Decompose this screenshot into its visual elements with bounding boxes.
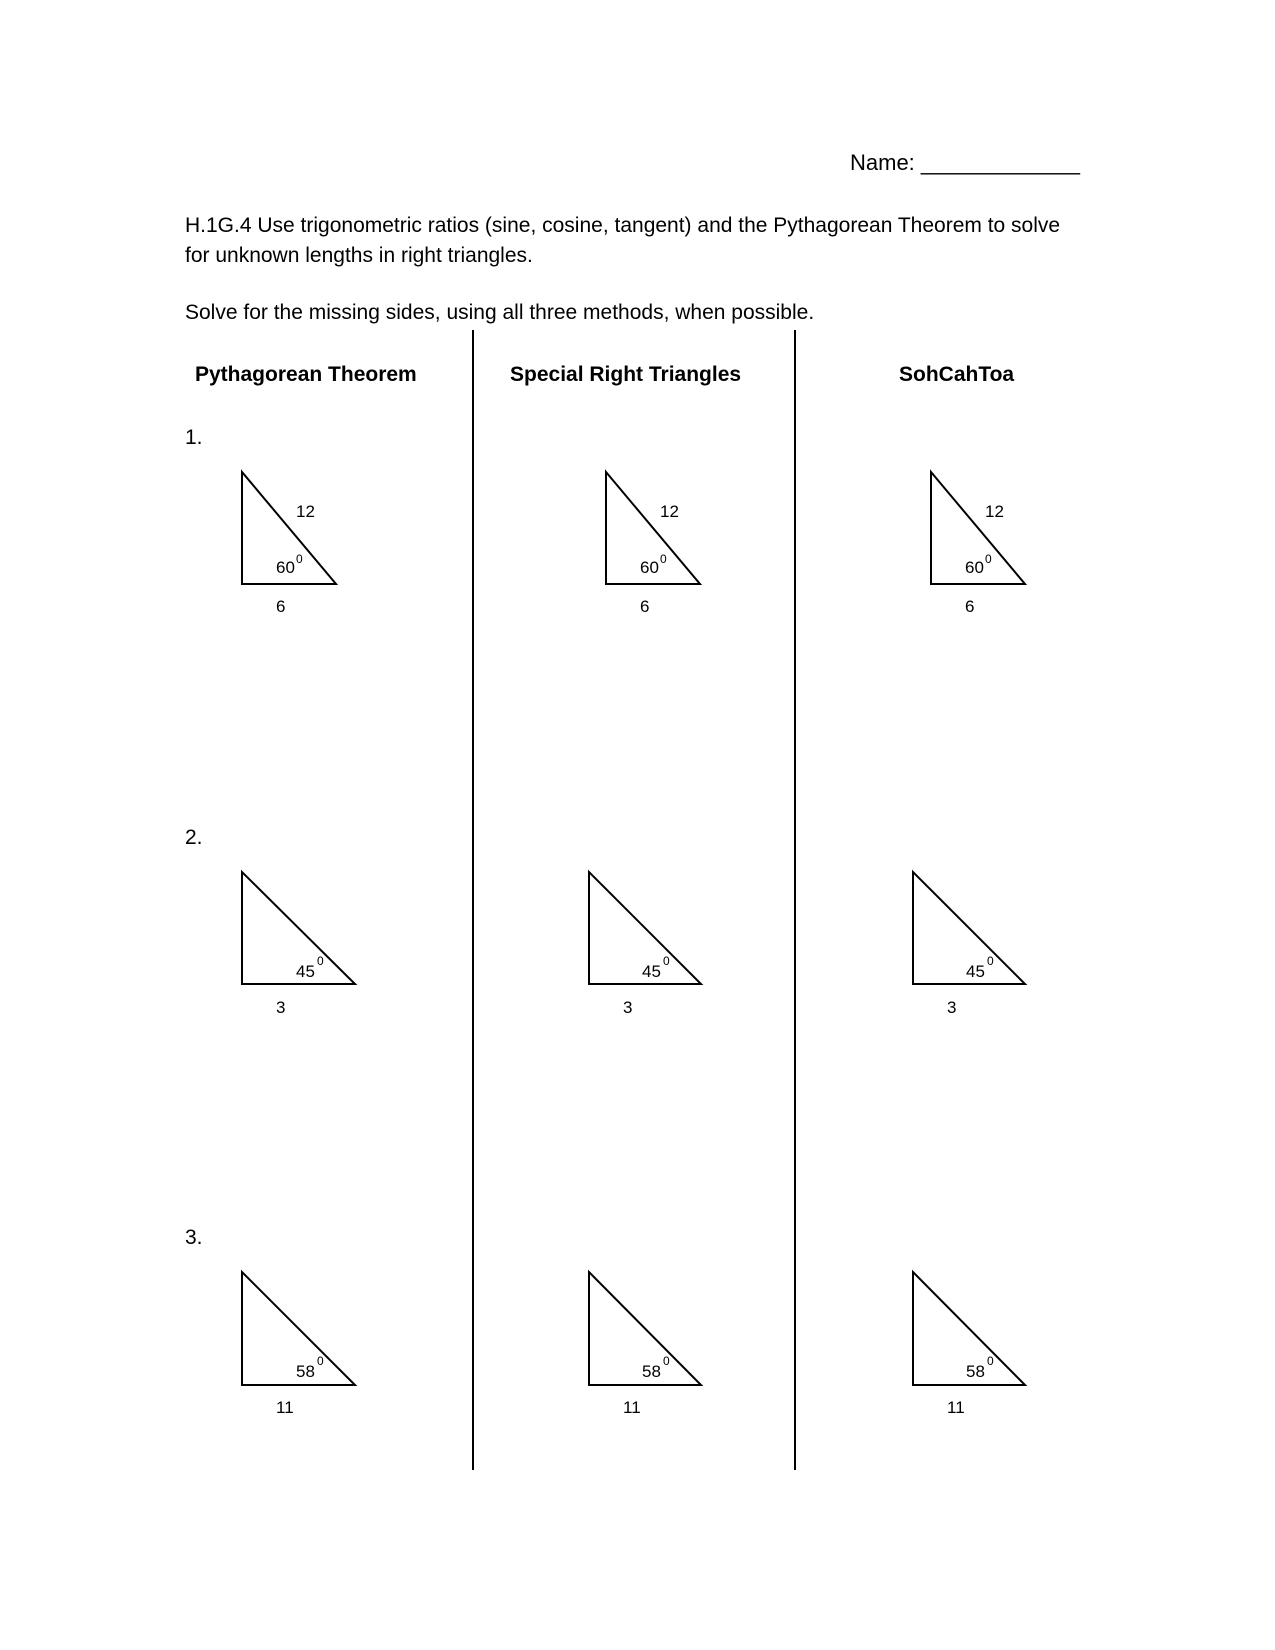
hypotenuse-label: 12 bbox=[985, 502, 1004, 521]
base-label: 11 bbox=[276, 1398, 294, 1417]
problem-1-sohcahtoa-triangle bbox=[931, 472, 1025, 616]
degree-mark: 0 bbox=[663, 1354, 670, 1368]
problem-2-special-triangle bbox=[589, 872, 701, 1017]
degree-mark: 0 bbox=[987, 954, 994, 968]
angle-label: 45 bbox=[966, 962, 985, 981]
column-header-sohcahtoa: SohCahToa bbox=[899, 363, 1015, 386]
base-label: 3 bbox=[947, 998, 957, 1017]
name-field-label: Name: _____________ bbox=[850, 150, 1080, 175]
degree-mark: 0 bbox=[987, 1354, 994, 1368]
base-label: 11 bbox=[623, 1398, 641, 1417]
standard-statement: H.1G.4 Use trigonometric ratios (sine, cosine, tangent) and the Pythagorean Theorem to solve for unknown lengths in right triangles. bbox=[185, 214, 1061, 267]
base-label: 11 bbox=[947, 1398, 965, 1417]
degree-mark: 0 bbox=[317, 954, 324, 968]
problem-3-pythagorean-triangle bbox=[242, 1272, 355, 1417]
column-header-pythagorean: Pythagorean Theorem bbox=[195, 363, 417, 386]
problem-number-1: 1. bbox=[185, 426, 203, 449]
angle-label: 60 bbox=[276, 558, 295, 577]
degree-mark: 0 bbox=[985, 552, 992, 566]
degree-mark: 0 bbox=[317, 1354, 324, 1368]
problem-2-pythagorean-triangle bbox=[242, 872, 355, 1017]
angle-label: 60 bbox=[965, 558, 984, 577]
problem-number-2: 2. bbox=[185, 826, 203, 849]
problem-1-pythagorean-triangle bbox=[242, 472, 336, 616]
base-label: 6 bbox=[640, 597, 650, 616]
base-label: 6 bbox=[965, 597, 975, 616]
angle-label: 45 bbox=[642, 962, 661, 981]
problem-1-special-triangle bbox=[606, 472, 700, 616]
base-label: 3 bbox=[623, 998, 633, 1017]
column-header-special-right-triangles: Special Right Triangles bbox=[510, 363, 742, 386]
problem-3-sohcahtoa-triangle bbox=[913, 1272, 1025, 1417]
base-label: 3 bbox=[276, 998, 286, 1017]
hypotenuse-label: 12 bbox=[660, 502, 679, 521]
angle-label: 60 bbox=[640, 558, 659, 577]
hypotenuse-label: 12 bbox=[296, 502, 315, 521]
angle-label: 45 bbox=[296, 962, 315, 981]
degree-mark: 0 bbox=[663, 954, 670, 968]
angle-label: 58 bbox=[642, 1362, 661, 1381]
problem-2-sohcahtoa-triangle bbox=[913, 872, 1025, 1017]
angle-label: 58 bbox=[296, 1362, 315, 1381]
base-label: 6 bbox=[276, 597, 286, 616]
degree-mark: 0 bbox=[296, 552, 303, 566]
instructions: Solve for the missing sides, using all three methods, when possible. bbox=[185, 301, 815, 324]
degree-mark: 0 bbox=[660, 552, 667, 566]
problem-3-special-triangle bbox=[589, 1272, 701, 1417]
problem-number-3: 3. bbox=[185, 1226, 203, 1249]
angle-label: 58 bbox=[966, 1362, 985, 1381]
